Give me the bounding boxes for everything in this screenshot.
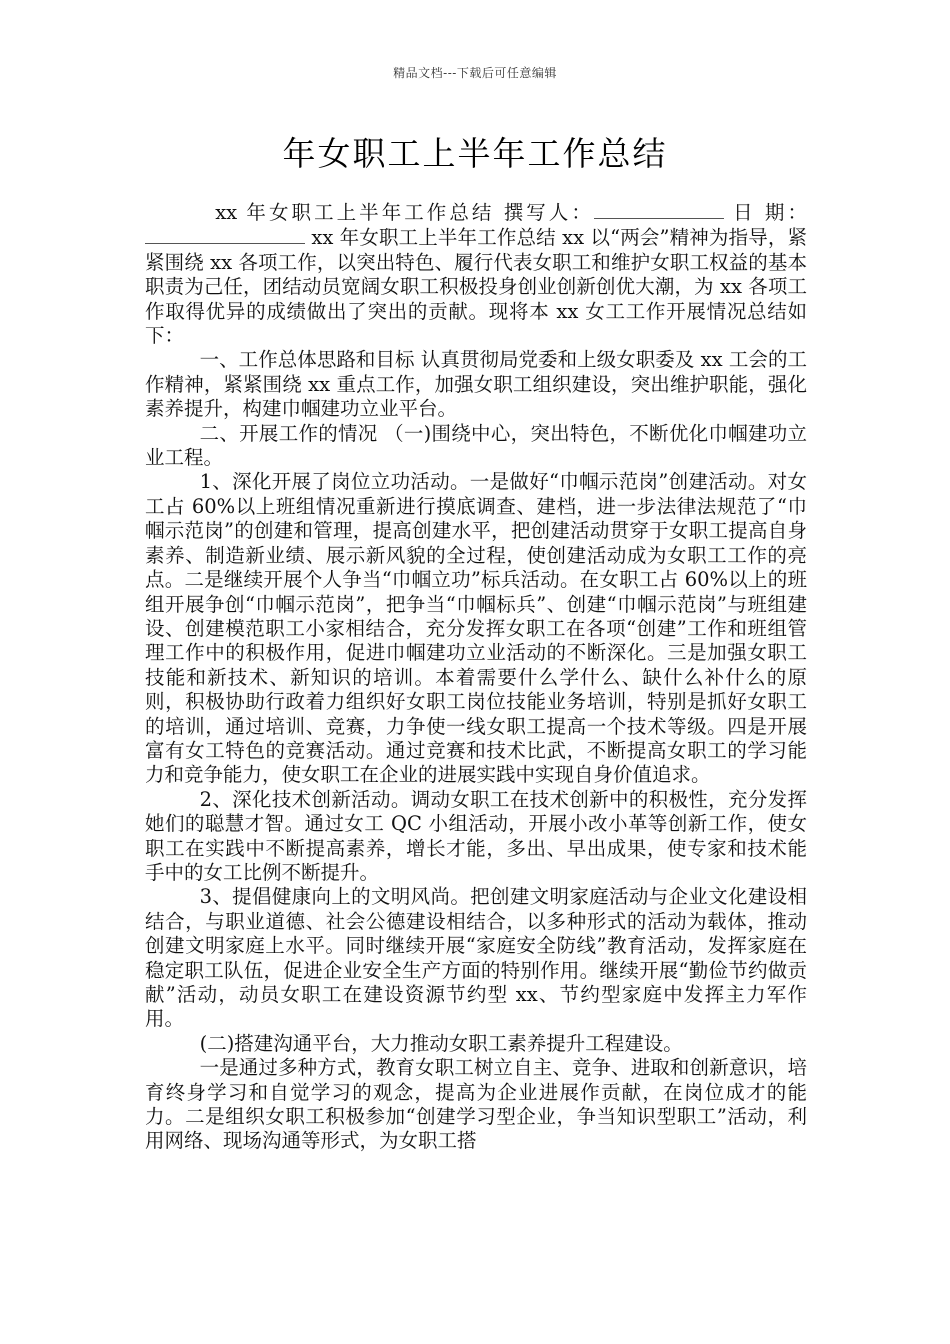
paragraph: 1、深化开展了岗位立功活动。一是做好“巾帼示范岗”创建活动。对女工占 60%以上班组情况重新进行摸底调查、建档，进一步法律法规范了“巾帼示范岗”的创建和管理，提高创建水平，把创建活动贯穿于女职工提高自身素养、制造新业绩、展示新风貌的全过程，使创建活动成为女职工工作的亮点。二是继续开展个人争当“巾帼立功”标兵活动。在女职工占 60%以上的班组开展争创“巾帼示范岗”，把争当“巾帼标兵”、创建“巾帼示范岗”与班组建设、创建模范职工小家相结合，充分发挥女职工在各项“创建”工作和班组管理工作中的积极作用，促进巾帼建功立业活动的不断深化。三是加强女职工技能和新技术、新知识的培训。本着需要什么学什么、缺什么补什么的原则，积极协助行政着力组织好女职工岗位技能业务培训，特别是抓好女职工的培训，通过培训、竞赛，力争使一线女职工提高一个技术等级。四是开展富有女工特色的竞赛活动。通过竞赛和技术比武，不断提高女职工的学习能力和竞争能力，使女职工在企业的进展实践中实现自身价值追求。 bbox=[145, 470, 807, 787]
intro-rest: xx 年女职工上半年工作总结 xx 以“两会”精神为指导，紧紧围绕 xx 各项工作，以突出特色、履行代表女职工和维护女职工权益的基本职责为己任，团结动员宽阔女职工积极投身创业创新创优大潮，为 xx 各项工作取得优异的成绩做出了突出的贡献。现将本 xx 女工工作开展情况总结如下： bbox=[145, 226, 807, 348]
document-title: 年女职工上半年工作总结 bbox=[282, 134, 668, 173]
paragraph: 一是通过多种方式，教育女职工树立自主、竞争、进取和创新意识，培育终身学习和自觉学习的观念，提高为企业进展作贡献，在岗位成才的能力。二是组织女职工积极参加“创建学习型企业，争当知识型职工”活动，利用网络、现场沟通等形式，为女职工搭 bbox=[145, 1056, 807, 1153]
date-label: 日 期： bbox=[723, 201, 807, 224]
intro-paragraph bbox=[145, 200, 807, 348]
paragraph: 2、深化技术创新活动。调动女职工在技术创新中的积极性，充分发挥她们的聪慧才智。通过女工 QC 小组活动，开展小改小革等创新工作，使女职工在实践中不断提高素养，增长才能，多出、早出成果，使专家和技术能手中的女工比例不断提升。 bbox=[145, 787, 807, 884]
intro-lead: xx 年女职工上半年工作总结 撰写人： bbox=[215, 201, 594, 224]
page-header: 精品文档---下载后可任意编辑 bbox=[393, 66, 557, 80]
document-body bbox=[145, 200, 807, 1154]
paragraph: 3、提倡健康向上的文明风尚。把创建文明家庭活动与企业文化建设相结合，与职业道德、社会公德建设相结合，以多种形式的活动为载体，推动创建文明家庭上水平。同时继续开展“家庭安全防线”教育活动，发挥家庭在稳定职工队伍，促进企业安全生产方面的特别作用。继续开展“勤俭节约做贡献”活动，动员女职工在建设资源节约型 xx、节约型家庭中发挥主力军作用。 bbox=[145, 885, 807, 1031]
author-blank bbox=[594, 200, 724, 219]
date-blank bbox=[145, 225, 305, 244]
paragraph: 二、开展工作的情况 （一)围绕中心，突出特色，不断优化巾帼建功立业工程。 bbox=[145, 421, 807, 470]
paragraph: (二)搭建沟通平台，大力推动女职工素养提升工程建设。 bbox=[199, 1031, 683, 1055]
paragraph: 一、工作总体思路和目标 认真贯彻局党委和上级女职委及 xx 工会的工作精神，紧紧围绕 xx 重点工作，加强女职工组织建设，突出维护职能，强化素养提升，构建巾帼建功立业平台。 bbox=[145, 348, 807, 421]
